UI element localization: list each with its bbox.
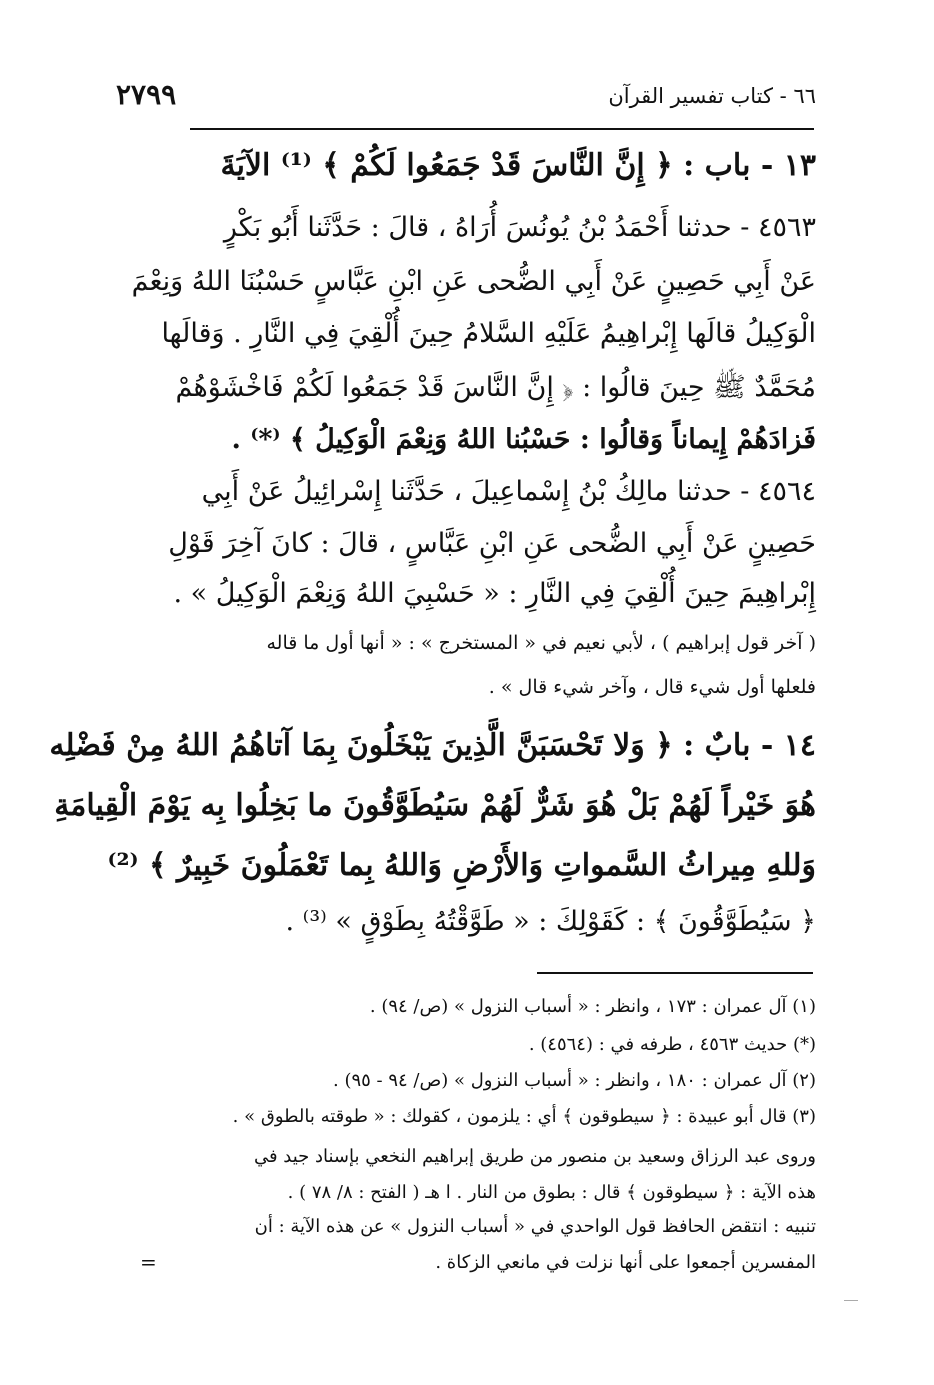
header-rule: [190, 128, 814, 130]
footnote-3-line-5: المفسرين أجمعوا على أنها نزلت في مانعي الزكاة .: [435, 1252, 816, 1273]
chapter-14-line-1: ١٤ - بابٌ : ﴿ وَلا تَحْسَبَنَّ الَّذِينَ يَبْخَلُونَ بِمَا آتاهُمُ اللهُ مِنْ فَضْلِه: [49, 728, 816, 763]
footnote-2: (٢) آل عمران : ١٨٠ ، وانظر : « أسباب النزول » (ص/ ٩٤ - ٩٥) .: [333, 1070, 816, 1091]
hadith-4564-line-3: إِبْراهِيمَ حِينَ أُلْقِيَ فِي النَّارِ : « حَسْبِيَ اللهُ وَنِعْمَ الْوَكِيلُ » .: [173, 578, 816, 609]
footnote-3-line-1: (٣) قال أبو عبيدة : ﴿ سيطوقون ﴾ أي : يلزمون ، كقولك : « طوقته بالطوق » .: [232, 1106, 816, 1127]
page-number: ٢٧٩٩: [116, 78, 177, 111]
footnote-3-line-3: هذه الآية : ﴿ سيطوقون ﴾ قال : بطوق من النار . ا هـ ( الفتح : ٨/ ٧٨ ) .: [287, 1182, 816, 1203]
hadith-4564-line-2: حَصِينٍ عَنْ أَبِي الضُّحى عَنِ ابْنِ عَبَّاسٍ ، قالَ : كانَ آخِرَ قَوْلِ: [168, 528, 816, 559]
footnote-rule: [537, 972, 813, 974]
commentary-line-1: ( آخر قول إبراهيم ) ، لأبي نعيم في « المستخرج » : « أنها أول ما قاله: [266, 632, 816, 654]
chapter-14-line-3: وَللهِ مِيراثُ السَّمواتِ وَالأَرْضِ وَاللهُ بِما تَعْمَلُونَ خَبِيرٌ ﴾ ⁽²⁾: [107, 848, 816, 883]
hadith-4563-line-2: عَنْ أَبِي حَصِينٍ عَنْ أَبِي الضُّحى عَنِ ابْنِ عَبَّاسٍ حَسْبُنَا اللهُ وَنِعْمَ: [131, 266, 816, 297]
scan-mark: [844, 1300, 858, 1301]
hadith-4563-line-4: مُحَمَّدٌ ﷺ حِينَ قالُوا : ﴿ إِنَّ النَّاسَ قَدْ جَمَعُوا لَكُمْ فَاخْشَوْهُمْ: [175, 372, 816, 403]
footnote-3-line-4: تنبيه : انتقض الحافظ قول الواحدي في « أسباب النزول » عن هذه الآية : أن: [254, 1216, 816, 1237]
footnote-1: (١) آل عمران : ١٧٣ ، وانظر : « أسباب النزول » (ص/ ٩٤) .: [369, 996, 816, 1017]
hadith-4564-line-1: ٤٥٦٤ - حدثنا مالِكُ بْنُ إِسْماعِيلَ ، حَدَّثَنا إِسْرائِيلُ عَنْ أَبِي: [201, 476, 816, 507]
footnote-star: (*) حديث ٤٥٦٣ ، طرفه في : (٤٥٦٤) .: [528, 1034, 816, 1055]
hadith-4563-line-3: الْوَكِيلُ قالَها إِبْراهِيمُ عَلَيْهِ السَّلامُ حِينَ أُلْقِيَ فِي النَّارِ . وَقالَها: [161, 318, 816, 349]
chapter-13-heading: ١٣ - باب : ﴿ إِنَّ النَّاسَ قَدْ جَمَعُوا لَكُمْ ﴾ ⁽¹⁾ الآيَةَ: [220, 148, 816, 183]
continuation-mark: =: [140, 1250, 157, 1274]
running-title: ٦٦ - كتاب تفسير القرآن: [608, 84, 816, 108]
commentary-line-2: فلعلها أول شيء قال ، وآخر شيء قال » .: [488, 676, 816, 698]
hadith-4563-line-5: فَزادَهُمْ إِيماناً وَقالُوا : حَسْبُنا اللهُ وَنِعْمَ الْوَكِيلُ ﴾ ⁽*⁾ .: [231, 424, 816, 455]
chapter-14-line-4: ﴿ سَيُطَوَّقُونَ ﴾ : كَقَوْلِكَ : « طَوَّقْتُهُ بِطَوْقٍ » ⁽³⁾ .: [285, 906, 816, 937]
footnote-3-line-2: وروى عبد الرزاق وسعيد بن منصور من طريق إبراهيم النخعي بإسناد جيد في: [253, 1146, 816, 1167]
hadith-4563-line-1: ٤٥٦٣ - حدثنا أَحْمَدُ بْنُ يُونُسَ أُرَاهُ ، قالَ : حَدَّثَنا أَبُو بَكْرٍ: [223, 212, 816, 243]
chapter-14-line-2: هُوَ خَيْراً لَهُمْ بَلْ هُوَ شَرٌّ لَهُمْ سَيُطَوَّقُونَ ما بَخِلُوا بِه يَوْمَ الْقِيامَةِ: [54, 788, 816, 823]
